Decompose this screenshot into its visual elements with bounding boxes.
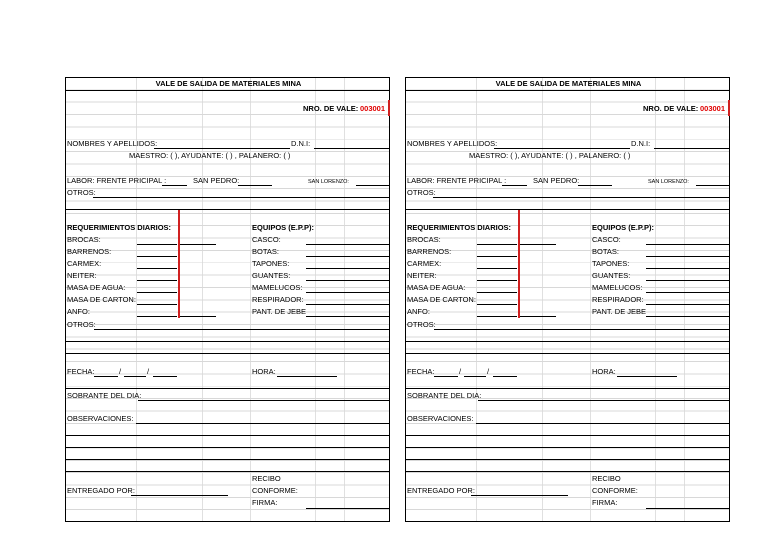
firma-field[interactable] (306, 508, 389, 509)
req-item-barrenos: BARRENOS: (407, 247, 452, 256)
firma-label: FIRMA: (592, 498, 618, 507)
labor-label: LABOR: FRENTE PRICIPAL : (67, 176, 167, 185)
entregado-label: ENTREGADO POR: (67, 486, 135, 495)
req-item-carmex: CARMEX: (407, 259, 442, 268)
san-pedro-label: SAN PEDRO: (193, 176, 240, 185)
vale-form-left: VALE DE SALIDA DE MATERIALES MINA NRO. DE VALE: 003001 NOMBRES Y APELLIDOS: D.N.I: MAESTRO: ( ), AYUDANTE: ( ) , PALANERO: ( ) LABOR: FRENTE PRICIPAL : SAN PEDRO: SAN LORENZO: OTROS: REQUERIMIENTOS DIARIOS: EQUIPOS (E.P.P): BROCAS: BARRENOS: CARMEX: NEITER: MASA DE AGUA: MASA DE CARTON: ANFO: CASCO: BOTAS: TAPONES: GUANTES: MAMELUCOS: RESPIRADOR: PANT. DE JEBE OTROS: FECHA: / / HORA: SOBRANTE DEL DIA: OBSERVACIONES: RECIBO CONFORME: ENTREGADO POR: FIRMA: (65, 77, 390, 522)
labor-label: LABOR: FRENTE PRICIPAL : (407, 176, 507, 185)
san-lorenzo-label: SAN LORENZO: (648, 179, 689, 185)
req-item-anfo: ANFO: (407, 307, 430, 316)
fecha-label: FECHA: (67, 367, 95, 376)
conforme-label: CONFORME: (252, 486, 298, 495)
entregado-field[interactable] (131, 495, 228, 496)
hora-field[interactable] (617, 376, 677, 377)
epp-item-guantes: GUANTES: (252, 271, 291, 280)
san-pedro-label: SAN PEDRO: (533, 176, 580, 185)
otros2-label: OTROS: (67, 320, 96, 329)
req-item-neiter: NEITER: (407, 271, 437, 280)
req-item-brocas: BROCAS: (407, 235, 441, 244)
epp-item-botas: BOTAS: (252, 247, 279, 256)
recibo-label: RECIBO (592, 474, 621, 483)
epp-title: EQUIPOS (E.P.P): (252, 223, 314, 232)
otros-label: OTROS: (67, 188, 96, 197)
nombres-field[interactable] (154, 148, 290, 149)
nro-vale-value: 003001 (700, 104, 726, 113)
otros2-label: OTROS: (407, 320, 436, 329)
nro-vale-label: NRO. DE VALE: (643, 104, 699, 113)
epp-item-respirador: RESPIRADOR: (252, 295, 304, 304)
req-item-anfo: ANFO: (67, 307, 90, 316)
san-pedro-field[interactable] (238, 185, 272, 186)
nro-vale-label: NRO. DE VALE: (303, 104, 359, 113)
epp-item-mamelucos: MAMELUCOS: (252, 283, 303, 292)
san-pedro-field[interactable] (578, 185, 612, 186)
dni-field[interactable] (654, 148, 729, 149)
form-title: VALE DE SALIDA DE MATERIALES MINA (495, 79, 642, 88)
maestro-ayudante-palanero: MAESTRO: ( ), AYUDANTE: ( ) , PALANERO: ( ) (129, 151, 291, 160)
hora-field[interactable] (277, 376, 337, 377)
epp-item-tapones: TAPONES: (252, 259, 290, 268)
epp-item-casco: CASCO: (592, 235, 621, 244)
otros-label: OTROS: (407, 188, 436, 197)
maestro-ayudante-palanero: MAESTRO: ( ), AYUDANTE: ( ) , PALANERO: ( ) (469, 151, 631, 160)
fecha-label: FECHA: (407, 367, 435, 376)
dni-field[interactable] (314, 148, 389, 149)
nombres-field[interactable] (494, 148, 630, 149)
san-lorenzo-label: SAN LORENZO: (308, 179, 349, 185)
dni-label: D.N.I: (291, 139, 311, 148)
epp-item-pant-jebe: PANT. DE JEBE (592, 307, 647, 316)
req-item-brocas: BROCAS: (67, 235, 101, 244)
requerimientos-title: REQUERIMIENTOS DIARIOS: (407, 223, 512, 232)
req-item-masa-carton: MASA DE CARTON: (407, 295, 476, 304)
sobrante-label: SOBRANTE DEL DIA: (407, 391, 482, 400)
observaciones-label: OBSERVACIONES: (407, 414, 474, 423)
req-item-masa-agua: MASA DE AGUA: (407, 283, 466, 292)
epp-item-guantes: GUANTES: (592, 271, 631, 280)
form-title: VALE DE SALIDA DE MATERIALES MINA (155, 79, 302, 88)
req-item-neiter: NEITER: (67, 271, 97, 280)
epp-item-respirador: RESPIRADOR: (592, 295, 644, 304)
frente-principal-field[interactable] (162, 185, 187, 186)
epp-item-tapones: TAPONES: (592, 259, 630, 268)
san-lorenzo-field[interactable] (696, 185, 729, 186)
entregado-label: ENTREGADO POR: (407, 486, 475, 495)
conforme-label: CONFORME: (592, 486, 638, 495)
hora-label: HORA: (592, 367, 616, 376)
epp-item-mamelucos: MAMELUCOS: (592, 283, 643, 292)
epp-item-botas: BOTAS: (592, 247, 619, 256)
observaciones-label: OBSERVACIONES: (67, 414, 134, 423)
san-lorenzo-field[interactable] (356, 185, 389, 186)
nombres-label: NOMBRES Y APELLIDOS: (67, 139, 158, 148)
epp-item-pant-jebe: PANT. DE JEBE (252, 307, 307, 316)
req-item-barrenos: BARRENOS: (67, 247, 112, 256)
sobrante-label: SOBRANTE DEL DIA: (67, 391, 142, 400)
nro-vale-value: 003001 (360, 104, 386, 113)
req-item-masa-agua: MASA DE AGUA: (67, 283, 126, 292)
req-item-carmex: CARMEX: (67, 259, 102, 268)
epp-item-casco: CASCO: (252, 235, 281, 244)
vale-form-right: VALE DE SALIDA DE MATERIALES MINA NRO. DE VALE: 003001 NOMBRES Y APELLIDOS: D.N.I: MAESTRO: ( ), AYUDANTE: ( ) , PALANERO: ( ) LABOR: FRENTE PRICIPAL : SAN PEDRO: SAN LORENZO: OTROS: REQUERIMIENTOS DIARIOS: EQUIPOS (E.P.P): BROCAS: BARRENOS: CARMEX: NEITER: MASA DE AGUA: MASA DE CARTON: ANFO: CASCO: BOTAS: TAPONES: GUANTES: MAMELUCOS: RESPIRADOR: PANT. DE JEBE OTROS: FECHA: / / HORA: SOBRANTE DEL DIA: OBSERVACIONES: RECIBO CONFORME: ENTREGADO POR: FIRMA: (405, 77, 730, 522)
frente-principal-field[interactable] (502, 185, 527, 186)
hora-label: HORA: (252, 367, 276, 376)
entregado-field[interactable] (471, 495, 568, 496)
recibo-label: RECIBO (252, 474, 281, 483)
firma-field[interactable] (646, 508, 729, 509)
nombres-label: NOMBRES Y APELLIDOS: (407, 139, 498, 148)
dni-label: D.N.I: (631, 139, 651, 148)
epp-title: EQUIPOS (E.P.P): (592, 223, 654, 232)
firma-label: FIRMA: (252, 498, 278, 507)
requerimientos-title: REQUERIMIENTOS DIARIOS: (67, 223, 172, 232)
req-item-masa-carton: MASA DE CARTON: (67, 295, 136, 304)
